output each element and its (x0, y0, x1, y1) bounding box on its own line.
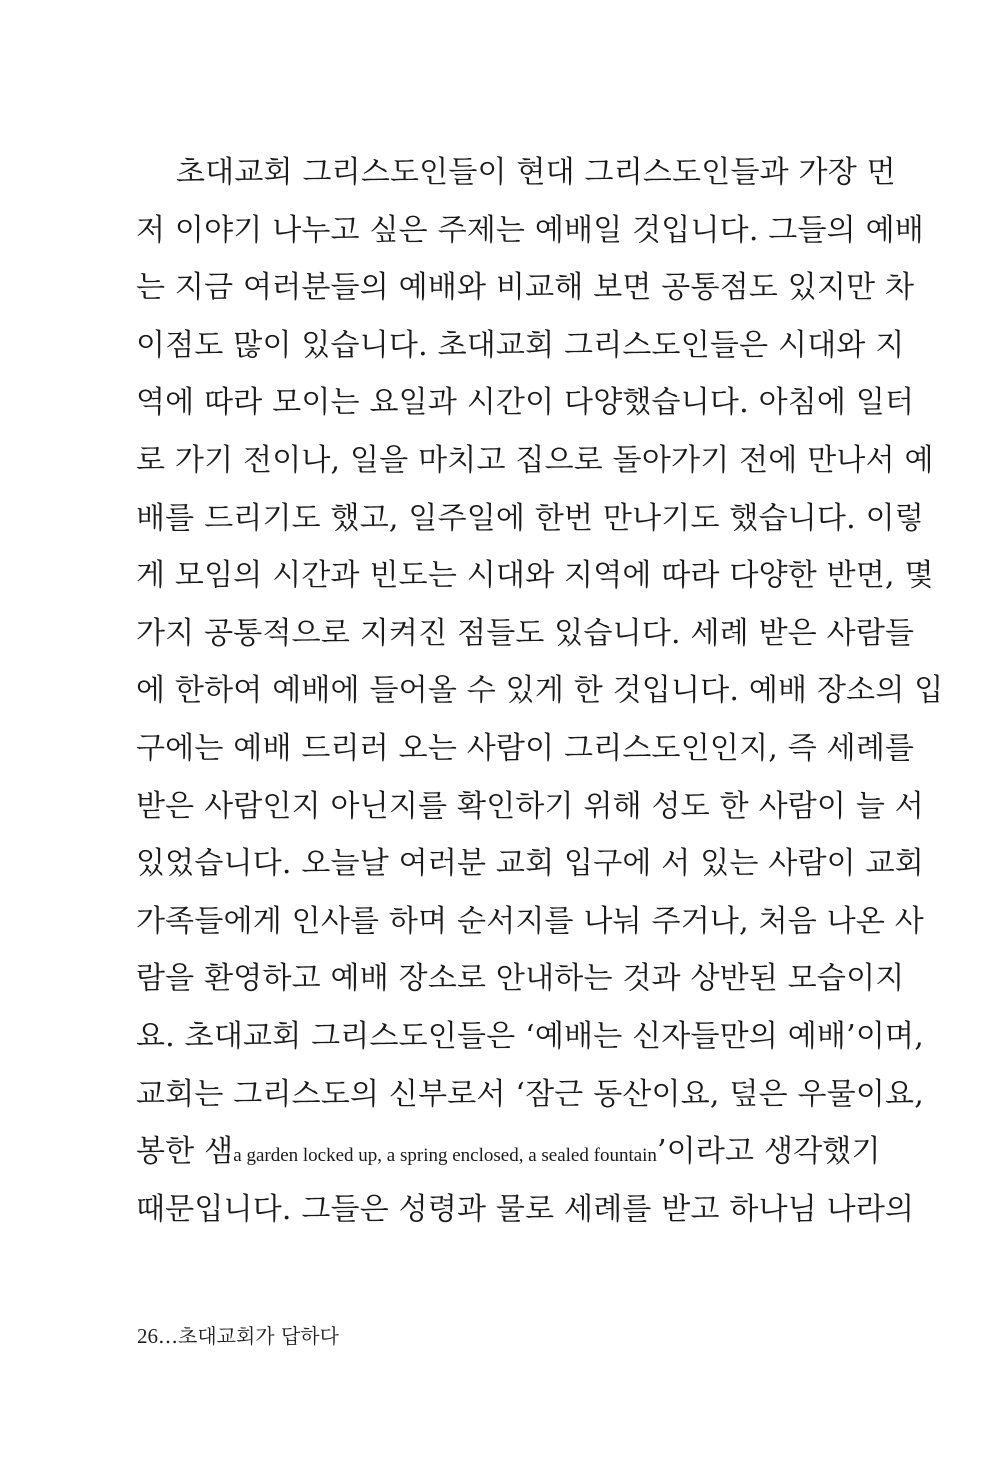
text-line-6: 로 가기 전이나, 일을 마치고 집으로 돌아가기 전에 만나서 예 (136, 442, 934, 478)
text-line-4: 이점도 많이 있습니다. 초대교회 그리스도인들은 시대와 지 (136, 327, 905, 363)
text-line-1: 초대교회 그리스도인들이 현대 그리스도인들과 가장 먼 (176, 155, 896, 190)
text-line-18-after: ’이라고 생각했기 (656, 1134, 881, 1170)
text-line-10: 에 한하여 예배에 들어올 수 있게 한 것입니다. 예배 장소의 입 (136, 673, 944, 709)
text-line-18 (136, 1129, 881, 1187)
footer-separator: … (158, 1324, 178, 1348)
text-line-7: 배를 드리기도 했고, 일주일에 한번 만나기도 했습니다. 이렇 (136, 500, 924, 536)
text-line-12: 받은 사람인지 아닌지를 확인하기 위해 성도 한 사람이 늘 서 (136, 788, 924, 824)
text-line-9: 가지 공통적으로 지켜진 점들도 있습니다. 세례 받은 사람들 (136, 615, 915, 651)
page-number: 26 (137, 1324, 158, 1348)
text-line-18-before: 봉한 샘 (136, 1134, 234, 1170)
english-gloss: a garden locked up, a spring enclosed, a sealed fountain (233, 1145, 657, 1167)
body-paragraph (136, 150, 944, 1244)
text-line-16: 요. 초대교회 그리스도인들은 ‘예배는 신자들만의 예배’이며, (136, 1018, 924, 1054)
text-line-8: 게 모임의 시간과 빈도는 시대와 지역에 따라 다양한 반면, 몇 (136, 558, 934, 594)
text-line-19: 때문입니다. 그들은 성령과 물로 세례를 받고 하나님 나라의 (136, 1191, 915, 1227)
text-line-2: 저 이야기 나누고 싶은 주제는 예배일 것입니다. 그들의 예배 (136, 212, 924, 248)
text-line-3: 는 지금 여러분들의 예배와 비교해 보면 공통점도 있지만 차 (136, 270, 915, 306)
running-title: 초대교회가 답하다 (178, 1324, 339, 1348)
text-line-11: 구에는 예배 드리러 오는 사람이 그리스도인인지, 즉 세례를 (136, 730, 915, 766)
page-footer (137, 1322, 339, 1350)
text-line-15: 람을 환영하고 예배 장소로 안내하는 것과 상반된 모습이지 (136, 961, 905, 997)
text-line-5: 역에 따라 모이는 요일과 시간이 다양했습니다. 아침에 일터 (136, 385, 915, 421)
text-line-17: 교회는 그리스도의 신부로서 ‘잠근 동산이요, 덮은 우물이요, (136, 1076, 924, 1112)
text-line-14: 가족들에게 인사를 하며 순서지를 나눠 주거나, 처음 나온 사 (136, 903, 924, 939)
text-line-13: 있었습니다. 오늘날 여러분 교회 입구에 서 있는 사람이 교회 (136, 846, 924, 882)
